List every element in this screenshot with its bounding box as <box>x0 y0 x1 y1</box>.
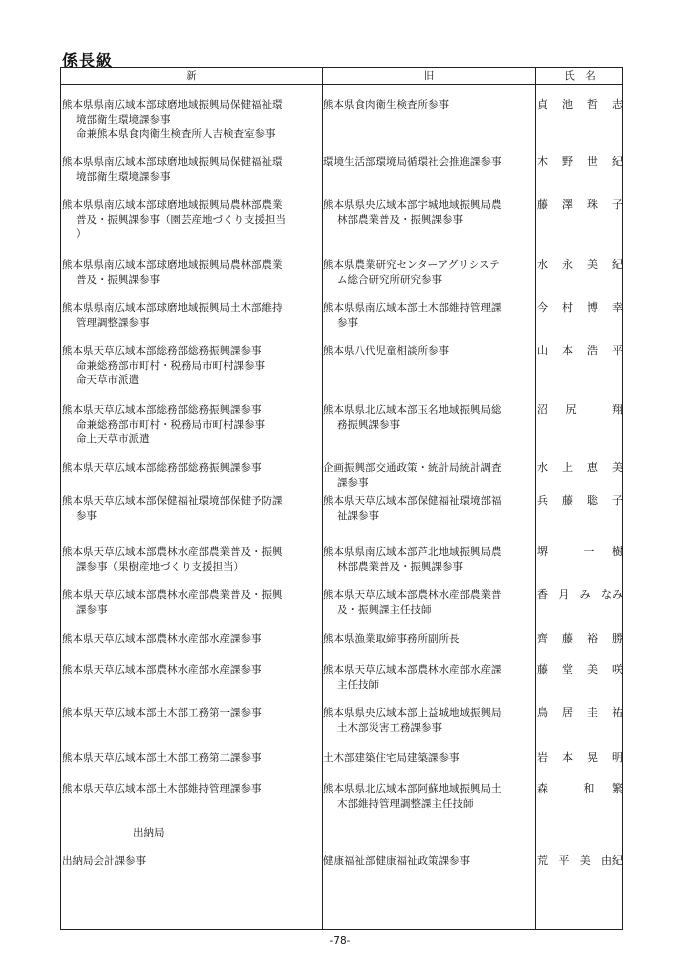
name-char: 堺 <box>537 545 548 558</box>
text-line: 命兼熊本県食肉衛生検査所人吉検査室参事 <box>76 128 276 140</box>
text-line: 命兼総務部市町村・税務局市町村課参事 <box>76 359 265 372</box>
name-char: 由紀 <box>600 854 623 867</box>
text-line: 熊本県天草広域本部農林水産部農業普 <box>323 589 502 601</box>
text-line: 熊本県県央広域本部上益城地域振興局 <box>323 707 502 719</box>
name-char: 居 <box>562 706 573 719</box>
text-line: 熊本県天草広域本部農林水産部水産課参事 <box>62 664 262 676</box>
name-char: 香 <box>537 588 548 601</box>
name-char: 永 <box>562 258 573 271</box>
name-char: 子 <box>612 494 623 507</box>
column-header-old: 旧 <box>423 70 435 82</box>
name-char: 晃 <box>587 751 598 764</box>
old-position <box>323 632 535 647</box>
new-position <box>62 301 318 330</box>
text-line: 出納局会計課参事 <box>62 855 146 867</box>
name-char: 齊 <box>537 632 548 645</box>
text-line: 健康福祉部健康福祉政策課参事 <box>323 855 470 867</box>
name-char: 尻 <box>565 403 577 416</box>
new-position <box>62 706 318 721</box>
section-label: 出納局 <box>133 827 165 839</box>
name-char: 哲 <box>587 98 598 111</box>
text-line: 熊本県県北広域本部阿蘇地域振興局土 <box>323 783 502 795</box>
person-name <box>537 301 623 316</box>
name-char: 藤 <box>562 494 573 507</box>
name-char: 浩 <box>587 344 598 357</box>
text-line: 熊本県天草広域本部保健福祉環境部福 <box>323 495 502 507</box>
text-line: 熊本県八代児童相談所参事 <box>323 345 449 357</box>
name-char: 翔 <box>611 403 623 416</box>
name-char: 山 <box>537 344 548 357</box>
text-line: 普及・振興課参事 <box>76 273 160 286</box>
name-char: 鳥 <box>537 706 548 719</box>
new-position <box>62 461 318 476</box>
name-char: 村 <box>562 301 573 314</box>
person-name <box>537 198 623 213</box>
new-position <box>62 98 318 142</box>
name-char: 子 <box>612 198 623 211</box>
text-line: 企画振興部交通政策・統計局統計調査 <box>323 462 502 474</box>
person-name <box>537 588 623 603</box>
person-name <box>537 663 623 678</box>
name-char: 兵 <box>537 494 548 507</box>
old-position <box>323 301 535 330</box>
name-char: 水 <box>537 258 548 271</box>
name-char: 裕 <box>587 632 598 645</box>
text-line: 熊本県天草広域本部農林水産部水産課参事 <box>62 633 262 645</box>
old-position <box>323 854 535 869</box>
name-char: 本 <box>562 344 573 357</box>
name-char: 森 <box>537 782 548 795</box>
text-line: ） <box>76 228 87 240</box>
name-char: 咲 <box>612 663 623 676</box>
new-position <box>62 663 318 678</box>
name-char: 志 <box>612 98 623 111</box>
text-line: ム総合研究所研究参事 <box>337 273 442 286</box>
person-name <box>537 751 623 766</box>
old-position <box>323 588 535 617</box>
person-name <box>537 494 623 509</box>
text-line: 熊本県県南広域本部球磨地域振興局保健福祉環 <box>62 99 283 111</box>
name-char: 池 <box>562 98 573 111</box>
new-position <box>62 403 318 447</box>
personnel-table <box>60 67 623 930</box>
name-char: 美 <box>579 854 591 867</box>
name-char: 月 <box>558 588 570 601</box>
person-name <box>537 854 623 869</box>
name-char: 繁 <box>611 782 623 795</box>
text-line: 熊本県天草広域本部農林水産部農業普及・振興 <box>62 589 283 601</box>
name-char: 水 <box>537 461 548 474</box>
person-name <box>537 258 623 273</box>
old-position <box>323 782 535 811</box>
name-char: 勝 <box>612 632 623 645</box>
new-position <box>62 782 318 797</box>
name-char: 幸 <box>612 301 623 314</box>
text-line: 境部衛生環境課参事 <box>76 113 171 126</box>
name-char: 平 <box>558 854 570 867</box>
text-line: 命兼総務部市町村・税務局市町村課参事 <box>76 418 265 431</box>
text-line: 祉課参事 <box>337 509 379 522</box>
old-position <box>323 403 535 432</box>
text-line: 課参事（果樹産地づくり支援担当） <box>76 560 244 573</box>
text-line: 熊本県天草広域本部農林水産部水産課 <box>323 664 502 676</box>
new-position <box>62 588 318 617</box>
column-header-new: 新 <box>186 70 197 82</box>
new-position <box>62 632 318 647</box>
old-position <box>323 344 535 359</box>
page-heading: 係長級 <box>62 51 114 70</box>
text-line: 林部農業普及・振興課参事 <box>337 560 463 573</box>
text-line: 熊本県県央広域本部宇城地域振興局農 <box>323 199 502 211</box>
name-char: なみ <box>600 588 623 601</box>
text-line: 熊本県県南広域本部球磨地域振興局保健福祉環 <box>62 156 283 168</box>
text-line: 参事 <box>76 509 97 522</box>
text-line: 熊本県県南広域本部球磨地域振興局土木部維持 <box>62 302 283 314</box>
text-line: 熊本県天草広域本部土木部維持管理課参事 <box>62 783 262 795</box>
new-position <box>62 344 318 388</box>
name-char: 博 <box>587 301 598 314</box>
text-line: 境部衛生環境課参事 <box>76 170 171 183</box>
name-char: 堂 <box>562 663 573 676</box>
text-line: 課参事 <box>337 476 369 489</box>
name-char: 明 <box>612 751 623 764</box>
name-char: 美 <box>587 258 598 271</box>
text-line: 熊本県県北広域本部玉名地域振興局総 <box>323 404 502 416</box>
name-char: 藤 <box>537 198 548 211</box>
text-line: 熊本県県南広域本部土木部維持管理課 <box>323 302 502 314</box>
name-char: 澤 <box>562 198 573 211</box>
person-name <box>537 706 623 721</box>
text-line: 命天草市派遣 <box>76 374 139 386</box>
text-line: 管理調整課参事 <box>76 316 150 329</box>
new-position <box>62 258 318 287</box>
name-char: 圭 <box>587 706 598 719</box>
name-char: 荒 <box>537 854 548 867</box>
name-char: 紀 <box>612 155 623 168</box>
text-line: 熊本県天草広域本部農林水産部農業普及・振興 <box>62 546 283 558</box>
header-divider <box>61 84 622 85</box>
old-position <box>323 663 535 692</box>
name-char: 野 <box>562 155 573 168</box>
old-position <box>323 461 535 490</box>
text-line: 土木部災害工務課参事 <box>337 721 442 734</box>
text-line: 熊本県天草広域本部総務部総務振興課参事 <box>62 462 262 474</box>
person-name <box>537 632 623 647</box>
text-line: 土木部建築住宅局建築課参事 <box>323 752 460 764</box>
person-name <box>537 461 623 476</box>
name-char: 美 <box>587 663 598 676</box>
text-line: 熊本県天草広域本部総務部総務振興課参事 <box>62 404 262 416</box>
name-char: 沼 <box>537 403 548 416</box>
new-position <box>62 198 318 242</box>
text-line: 課参事 <box>76 603 108 616</box>
text-line: 参事 <box>337 316 358 329</box>
person-name <box>537 403 623 418</box>
name-char: 本 <box>562 751 573 764</box>
name-char: 聡 <box>587 494 598 507</box>
text-line: 熊本県食肉衛生検査所参事 <box>323 99 449 111</box>
text-line: 熊本県漁業取締事務所副所長 <box>323 633 460 645</box>
name-char: 上 <box>562 461 573 474</box>
person-name <box>537 545 623 560</box>
column-divider <box>535 68 536 929</box>
text-line: 熊本県天草広域本部総務部総務振興課参事 <box>62 345 262 357</box>
name-char: 岩 <box>537 751 548 764</box>
text-line: 熊本県県南広域本部芦北地域振興局農 <box>323 546 502 558</box>
text-line: 環境生活部環境局循環社会推進課参事 <box>323 156 502 168</box>
name-char: 恵 <box>587 461 598 474</box>
old-position <box>323 751 535 766</box>
old-position <box>323 198 535 227</box>
old-position <box>323 545 535 574</box>
person-name <box>537 782 623 797</box>
new-position <box>62 751 318 766</box>
page-number: -78- <box>329 935 351 947</box>
text-line: 木部維持管理調整課主任技師 <box>337 797 474 810</box>
new-position <box>62 494 318 523</box>
name-char: 藤 <box>562 632 573 645</box>
name-char: 今 <box>537 301 548 314</box>
text-line: 普及・振興課参事（園芸産地づくり支援担当 <box>76 213 286 226</box>
text-line: 及・振興課主任技師 <box>337 603 432 616</box>
name-char: 紀 <box>612 258 623 271</box>
old-position <box>323 155 535 170</box>
person-name <box>537 155 623 170</box>
name-char: 和 <box>583 782 595 795</box>
new-position <box>62 854 318 869</box>
old-position <box>323 706 535 735</box>
text-line: 熊本県天草広域本部保健福祉環境部保健予防課 <box>62 495 283 507</box>
new-position <box>62 545 318 574</box>
text-line: 命上天草市派遣 <box>76 433 150 445</box>
text-line: 務振興課参事 <box>337 418 400 431</box>
text-line: 熊本県天草広域本部土木部工務第二課参事 <box>62 752 262 764</box>
name-char: 世 <box>587 155 598 168</box>
name-char: 樹 <box>611 545 623 558</box>
old-position <box>323 494 535 523</box>
name-char: み <box>579 588 591 601</box>
text-line: 林部農業普及・振興課参事 <box>337 213 463 226</box>
person-name <box>537 98 623 113</box>
name-char: 一 <box>583 545 595 558</box>
name-char: 貞 <box>537 98 548 111</box>
text-line: 熊本県県南広域本部球磨地域振興局農林部農業 <box>62 199 283 211</box>
old-position <box>323 258 535 287</box>
column-header-name: 氏 名 <box>564 70 596 82</box>
name-char: 木 <box>537 155 548 168</box>
name-char: 藤 <box>537 663 548 676</box>
new-position <box>62 155 318 184</box>
text-line: 熊本県県南広域本部球磨地域振興局農林部農業 <box>62 259 283 271</box>
name-char: 美 <box>612 461 623 474</box>
text-line: 熊本県農業研究センターアグリシステ <box>323 259 500 271</box>
text-line: 主任技師 <box>337 678 379 691</box>
old-position <box>323 98 535 113</box>
name-char: 珠 <box>587 198 598 211</box>
name-char: 平 <box>612 344 623 357</box>
name-char: 祐 <box>612 706 623 719</box>
text-line: 熊本県天草広域本部土木部工務第一課参事 <box>62 707 262 719</box>
person-name <box>537 344 623 359</box>
